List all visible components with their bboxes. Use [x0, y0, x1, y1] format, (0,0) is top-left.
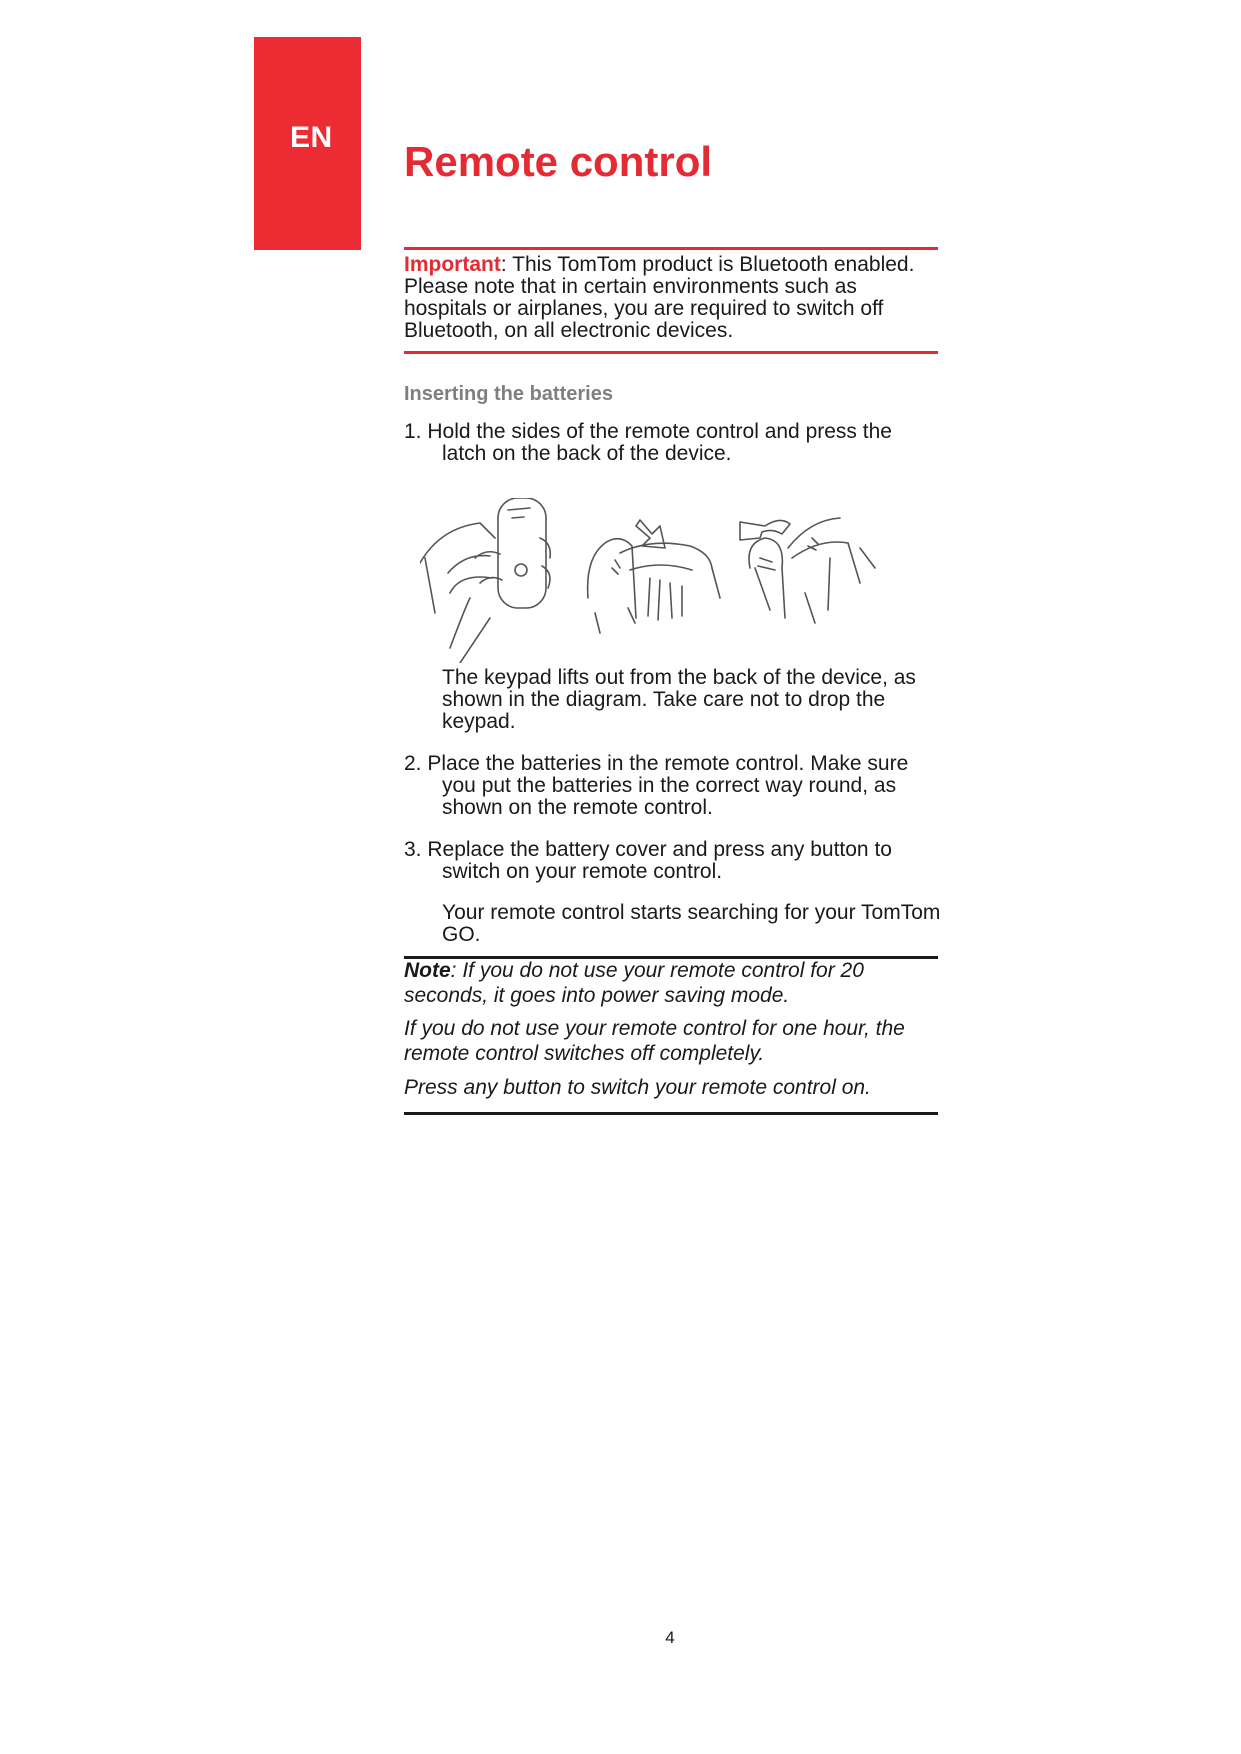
important-notice [404, 254, 934, 342]
step-3: 3. Replace the battery cover and press any button to switch on your remote control. [404, 838, 892, 883]
keypad-lifting-out-drawing [740, 518, 875, 623]
finger-pressing-latch-drawing [588, 520, 720, 633]
step-2: 2. Place the batteries in the remote control. Make sure you put the batteries in the correct way round, as shown on the remote control. [404, 752, 909, 819]
important-text: : This TomTom product is Bluetooth enabled. Please note that in certain environments such as hospitals or airplanes, you are required to switch off Bluetooth, on all electronic devices. [404, 253, 915, 342]
note-text: : If you do not use your remote control for 20 seconds, it goes into power saving mode. [404, 959, 864, 1007]
note-label: Note [404, 959, 451, 982]
keypad-note: The keypad lifts out from the back of the device, as shown in the diagram. Take care not to drop the keypad. [442, 666, 916, 733]
language-tab-label: EN [290, 121, 333, 154]
important-label: Important [404, 253, 501, 276]
step-1: 1. Hold the sides of the remote control and press the latch on the back of the device. [404, 420, 892, 465]
important-top-rule [404, 247, 938, 250]
note-bottom-rule [404, 1112, 938, 1115]
language-tab [254, 37, 361, 250]
section-heading: Inserting the batteries [404, 383, 613, 405]
hand-holding-remote-drawing [420, 498, 550, 663]
important-bottom-rule [404, 351, 938, 354]
note-paragraph-1 [404, 958, 938, 1008]
page-title: Remote control [404, 138, 713, 185]
searching-note: Your remote control starts searching for your TomTom GO. [442, 901, 941, 946]
note-paragraph-3: Press any button to switch your remote control on. [404, 1076, 871, 1099]
battery-illustration [420, 498, 930, 663]
page-number: 4 [665, 1628, 675, 1647]
note-paragraph-2: If you do not use your remote control for one hour, the remote control switches off completely. [404, 1017, 905, 1065]
